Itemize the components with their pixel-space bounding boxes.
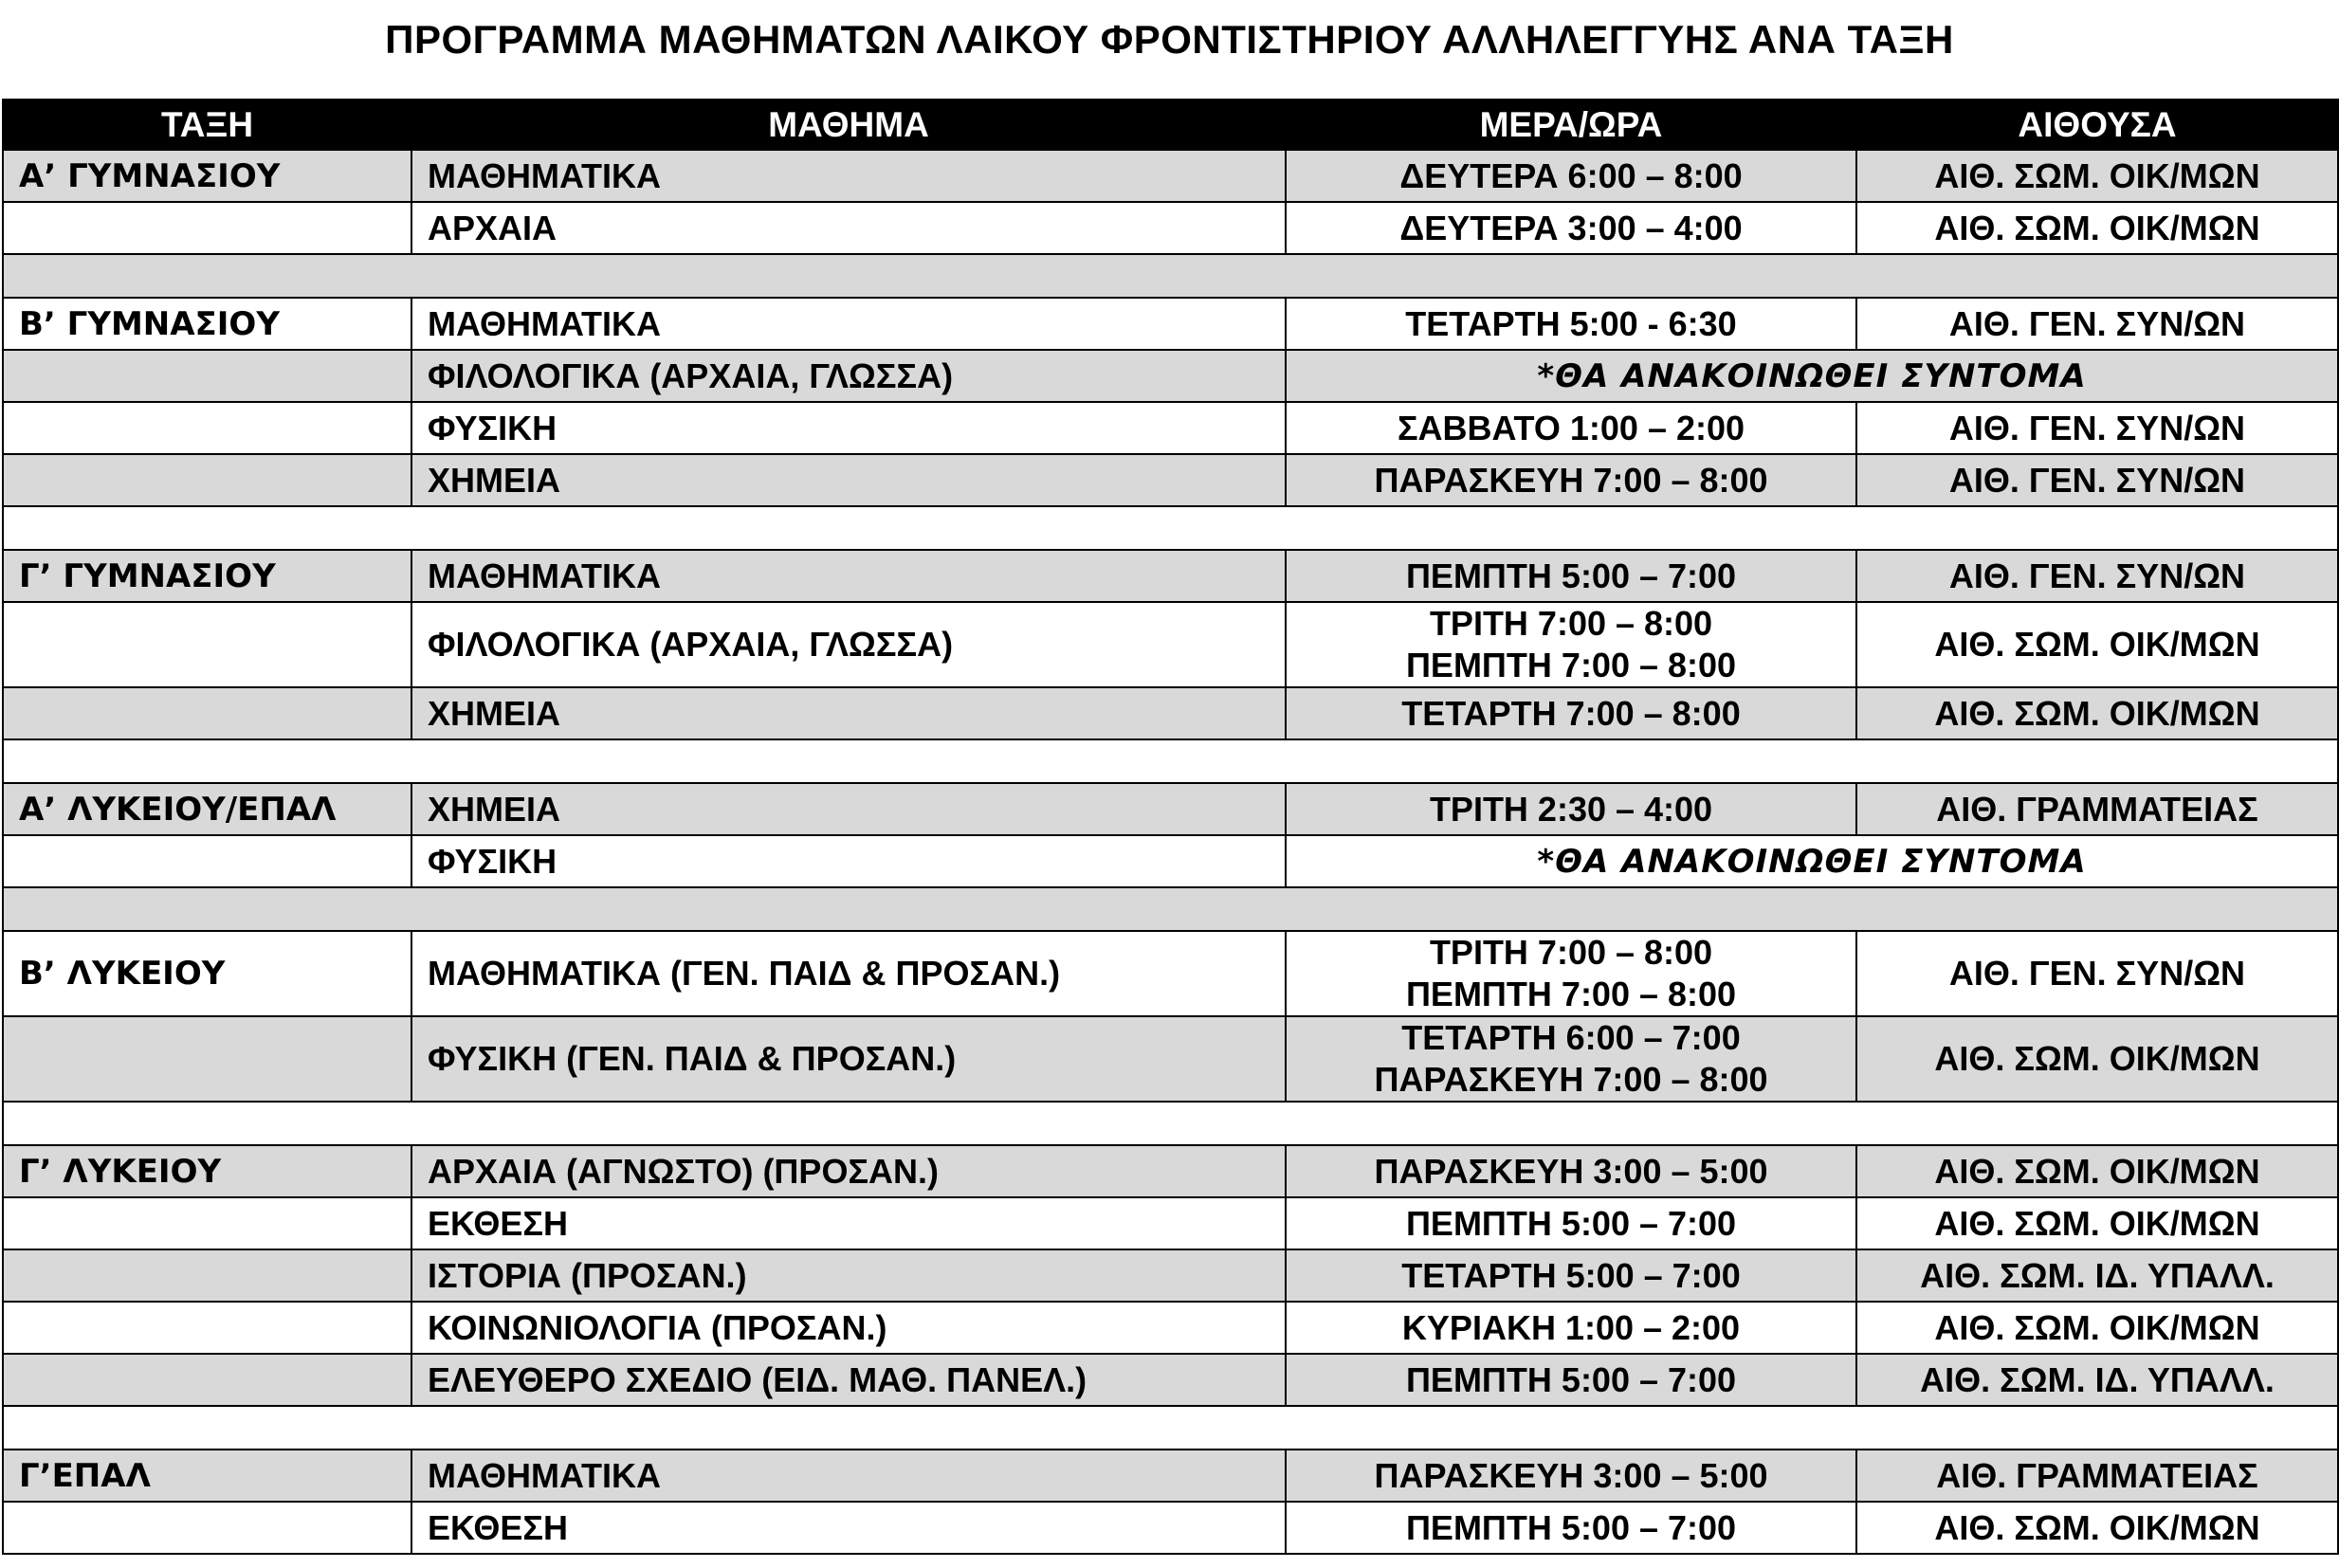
header-row xyxy=(3,100,2338,150)
table-row xyxy=(3,931,2338,1016)
subject-cell: ΜΑΘΗΜΑΤΙΚΑ xyxy=(411,1449,1286,1502)
class-cell: Α’ ΛΥΚΕΙΟΥ/ΕΠΑΛ xyxy=(3,783,411,835)
class-cell xyxy=(3,1302,411,1354)
spacer-cell xyxy=(3,1406,2338,1449)
table-row xyxy=(3,602,2338,687)
day-time-cell: ΔΕΥΤΕΡΑ 3:00 – 4:00 xyxy=(1286,202,1856,254)
day-time-cell: ΠΑΡΑΣΚΕΥΗ 3:00 – 5:00 xyxy=(1286,1449,1856,1502)
day-time-cell: ΠΕΜΠΤΗ 5:00 – 7:00 xyxy=(1286,1502,1856,1554)
room-cell: ΑΙΘ. ΣΩΜ. ΟΙΚ/ΜΩΝ xyxy=(1856,687,2338,739)
spacer-row xyxy=(3,506,2338,550)
day-time-cell: ΤΡΙΤΗ 2:30 – 4:00 xyxy=(1286,783,1856,835)
day-time-line-1: ΤΕΤΑΡΤΗ 6:00 – 7:00 xyxy=(1401,1018,1741,1057)
header-day-time: ΜΕΡΑ/ΩΡΑ xyxy=(1286,100,1856,150)
class-cell: Α’ ΓΥΜΝΑΣΙΟΥ xyxy=(3,150,411,202)
day-time-cell: ΠΕΜΠΤΗ 5:00 – 7:00 xyxy=(1286,1197,1856,1249)
day-time-cell: ΤΕΤΑΡΤΗ 5:00 – 7:00 xyxy=(1286,1249,1856,1302)
day-time-cell xyxy=(1286,1016,1856,1102)
room-cell: ΑΙΘ. ΣΩΜ. ΟΙΚ/ΜΩΝ xyxy=(1856,602,2338,687)
header-subject: ΜΑΘΗΜΑ xyxy=(411,100,1286,150)
room-cell: ΑΙΘ. ΓΕΝ. ΣΥΝ/ΩΝ xyxy=(1856,298,2338,350)
spacer-cell xyxy=(3,739,2338,783)
subject-cell: ΦΥΣΙΚΗ xyxy=(411,835,1286,887)
room-cell: ΑΙΘ. ΣΩΜ. ΟΙΚ/ΜΩΝ xyxy=(1856,1302,2338,1354)
subject-cell: ΦΙΛΟΛΟΓΙΚΑ (ΑΡΧΑΙΑ, ΓΛΩΣΣΑ) xyxy=(411,602,1286,687)
table-row xyxy=(3,1354,2338,1406)
table-row xyxy=(3,150,2338,202)
spacer-row xyxy=(3,254,2338,298)
table-row xyxy=(3,1197,2338,1249)
subject-cell: ΙΣΤΟΡΙΑ (ΠΡΟΣΑΝ.) xyxy=(411,1249,1286,1302)
table-row xyxy=(3,1145,2338,1197)
spacer-row xyxy=(3,739,2338,783)
class-cell xyxy=(3,1354,411,1406)
day-time-line-2: ΠΕΜΠΤΗ 7:00 – 8:00 xyxy=(1405,646,1737,684)
day-time-line-2: ΠΕΜΠΤΗ 7:00 – 8:00 xyxy=(1405,975,1737,1013)
subject-cell: ΧΗΜΕΙΑ xyxy=(411,783,1286,835)
day-time-cell: ΤΕΤΑΡΤΗ 5:00 - 6:30 xyxy=(1286,298,1856,350)
table-row xyxy=(3,454,2338,506)
table-row xyxy=(3,1302,2338,1354)
class-cell xyxy=(3,835,411,887)
day-time-cell: ΣΑΒΒΑΤΟ 1:00 – 2:00 xyxy=(1286,402,1856,454)
room-cell: ΑΙΘ. ΣΩΜ. ΙΔ. ΥΠΑΛΛ. xyxy=(1856,1354,2338,1406)
day-time-line-1: ΤΡΙΤΗ 7:00 – 8:00 xyxy=(1429,933,1713,972)
subject-cell: ΕΚΘΕΣΗ xyxy=(411,1502,1286,1554)
day-time-line-2: ΠΑΡΑΣΚΕΥΗ 7:00 – 8:00 xyxy=(1374,1060,1768,1099)
class-cell xyxy=(3,202,411,254)
day-time-line-1: ΤΡΙΤΗ 7:00 – 8:00 xyxy=(1429,604,1713,643)
room-cell: ΑΙΘ. ΣΩΜ. ΟΙΚ/ΜΩΝ xyxy=(1856,1197,2338,1249)
spacer-cell xyxy=(3,254,2338,298)
spacer-cell xyxy=(3,887,2338,931)
header-room: ΑΙΘΟΥΣΑ xyxy=(1856,100,2338,150)
class-cell: Γ’ΕΠΑΛ xyxy=(3,1449,411,1502)
spacer-cell xyxy=(3,506,2338,550)
spacer-cell xyxy=(3,1102,2338,1145)
room-cell: ΑΙΘ. ΣΩΜ. ΟΙΚ/ΜΩΝ xyxy=(1856,1016,2338,1102)
class-cell xyxy=(3,1016,411,1102)
class-cell xyxy=(3,454,411,506)
table-row xyxy=(3,835,2338,887)
class-cell: Γ’ ΓΥΜΝΑΣΙΟΥ xyxy=(3,550,411,602)
room-cell: ΑΙΘ. ΓΕΝ. ΣΥΝ/ΩΝ xyxy=(1856,402,2338,454)
table-row xyxy=(3,550,2338,602)
room-cell: ΑΙΘ. ΓΡΑΜΜΑΤΕΙΑΣ xyxy=(1856,783,2338,835)
class-cell xyxy=(3,350,411,402)
subject-cell: ΚΟΙΝΩΝΙΟΛΟΓΙΑ (ΠΡΟΣΑΝ.) xyxy=(411,1302,1286,1354)
spacer-row xyxy=(3,1102,2338,1145)
table-row xyxy=(3,350,2338,402)
header-class: ΤΑΞΗ xyxy=(3,100,411,150)
day-time-cell: ΔΕΥΤΕΡΑ 6:00 – 8:00 xyxy=(1286,150,1856,202)
room-cell: ΑΙΘ. ΣΩΜ. ΟΙΚ/ΜΩΝ xyxy=(1856,1145,2338,1197)
announcement-note: *ΘΑ ΑΝΑΚΟΙΝΩΘΕΙ ΣΥΝΤΟΜΑ xyxy=(1286,835,2338,887)
day-time-cell: ΤΕΤΑΡΤΗ 7:00 – 8:00 xyxy=(1286,687,1856,739)
table-row xyxy=(3,687,2338,739)
day-time-cell: ΠΑΡΑΣΚΕΥΗ 3:00 – 5:00 xyxy=(1286,1145,1856,1197)
spacer-row xyxy=(3,1406,2338,1449)
table-row xyxy=(3,1249,2338,1302)
room-cell: ΑΙΘ. ΣΩΜ. ΟΙΚ/ΜΩΝ xyxy=(1856,1502,2338,1554)
day-time-cell xyxy=(1286,602,1856,687)
table-row xyxy=(3,1502,2338,1554)
day-time-cell: ΠΕΜΠΤΗ 5:00 – 7:00 xyxy=(1286,550,1856,602)
schedule-table xyxy=(2,99,2339,1555)
class-cell xyxy=(3,687,411,739)
class-cell xyxy=(3,402,411,454)
room-cell: ΑΙΘ. ΓΡΑΜΜΑΤΕΙΑΣ xyxy=(1856,1449,2338,1502)
class-cell: Β’ ΛΥΚΕΙΟΥ xyxy=(3,931,411,1016)
subject-cell: ΑΡΧΑΙΑ xyxy=(411,202,1286,254)
table-row xyxy=(3,298,2338,350)
room-cell: ΑΙΘ. ΣΩΜ. ΟΙΚ/ΜΩΝ xyxy=(1856,150,2338,202)
class-cell xyxy=(3,1197,411,1249)
table-row xyxy=(3,1016,2338,1102)
class-cell: Β’ ΓΥΜΝΑΣΙΟΥ xyxy=(3,298,411,350)
subject-cell: ΜΑΘΗΜΑΤΙΚΑ xyxy=(411,550,1286,602)
class-cell xyxy=(3,1502,411,1554)
spacer-row xyxy=(3,887,2338,931)
day-time-cell: ΠΑΡΑΣΚΕΥΗ 7:00 – 8:00 xyxy=(1286,454,1856,506)
subject-cell: ΧΗΜΕΙΑ xyxy=(411,454,1286,506)
day-time-cell xyxy=(1286,931,1856,1016)
day-time-cell: ΠΕΜΠΤΗ 5:00 – 7:00 xyxy=(1286,1354,1856,1406)
table-row xyxy=(3,202,2338,254)
subject-cell: ΜΑΘΗΜΑΤΙΚΑ (ΓΕΝ. ΠΑΙΔ & ΠΡΟΣΑΝ.) xyxy=(411,931,1286,1016)
subject-cell: ΦΥΣΙΚΗ (ΓΕΝ. ΠΑΙΔ & ΠΡΟΣΑΝ.) xyxy=(411,1016,1286,1102)
subject-cell: ΧΗΜΕΙΑ xyxy=(411,687,1286,739)
class-cell: Γ’ ΛΥΚΕΙΟΥ xyxy=(3,1145,411,1197)
room-cell: ΑΙΘ. ΣΩΜ. ΙΔ. ΥΠΑΛΛ. xyxy=(1856,1249,2338,1302)
subject-cell: ΑΡΧΑΙΑ (ΑΓΝΩΣΤΟ) (ΠΡΟΣΑΝ.) xyxy=(411,1145,1286,1197)
table-row xyxy=(3,1449,2338,1502)
subject-cell: ΜΑΘΗΜΑΤΙΚΑ xyxy=(411,298,1286,350)
subject-cell: ΦΥΣΙΚΗ xyxy=(411,402,1286,454)
subject-cell: ΕΛΕΥΘΕΡΟ ΣΧΕΔΙΟ (ΕΙΔ. ΜΑΘ. ΠΑΝΕΛ.) xyxy=(411,1354,1286,1406)
page-title: ΠΡΟΓΡΑΜΜΑ ΜΑΘΗΜΑΤΩΝ ΛΑΙΚΟΥ ΦΡΟΝΤΙΣΤΗΡΙΟΥ ΑΛΛΗΛΕΓΓΥΗΣ ΑΝΑ ΤΑΞΗ xyxy=(385,17,1954,62)
day-time-cell: ΚΥΡΙΑΚΗ 1:00 – 2:00 xyxy=(1286,1302,1856,1354)
room-cell: ΑΙΘ. ΣΩΜ. ΟΙΚ/ΜΩΝ xyxy=(1856,202,2338,254)
room-cell: ΑΙΘ. ΓΕΝ. ΣΥΝ/ΩΝ xyxy=(1856,454,2338,506)
subject-cell: ΜΑΘΗΜΑΤΙΚΑ xyxy=(411,150,1286,202)
table-row xyxy=(3,402,2338,454)
class-cell xyxy=(3,1249,411,1302)
room-cell: ΑΙΘ. ΓΕΝ. ΣΥΝ/ΩΝ xyxy=(1856,550,2338,602)
subject-cell: ΕΚΘΕΣΗ xyxy=(411,1197,1286,1249)
subject-cell: ΦΙΛΟΛΟΓΙΚΑ (ΑΡΧΑΙΑ, ΓΛΩΣΣΑ) xyxy=(411,350,1286,402)
announcement-note: *ΘΑ ΑΝΑΚΟΙΝΩΘΕΙ ΣΥΝΤΟΜΑ xyxy=(1286,350,2338,402)
class-cell xyxy=(3,602,411,687)
room-cell: ΑΙΘ. ΓΕΝ. ΣΥΝ/ΩΝ xyxy=(1856,931,2338,1016)
table-row xyxy=(3,783,2338,835)
